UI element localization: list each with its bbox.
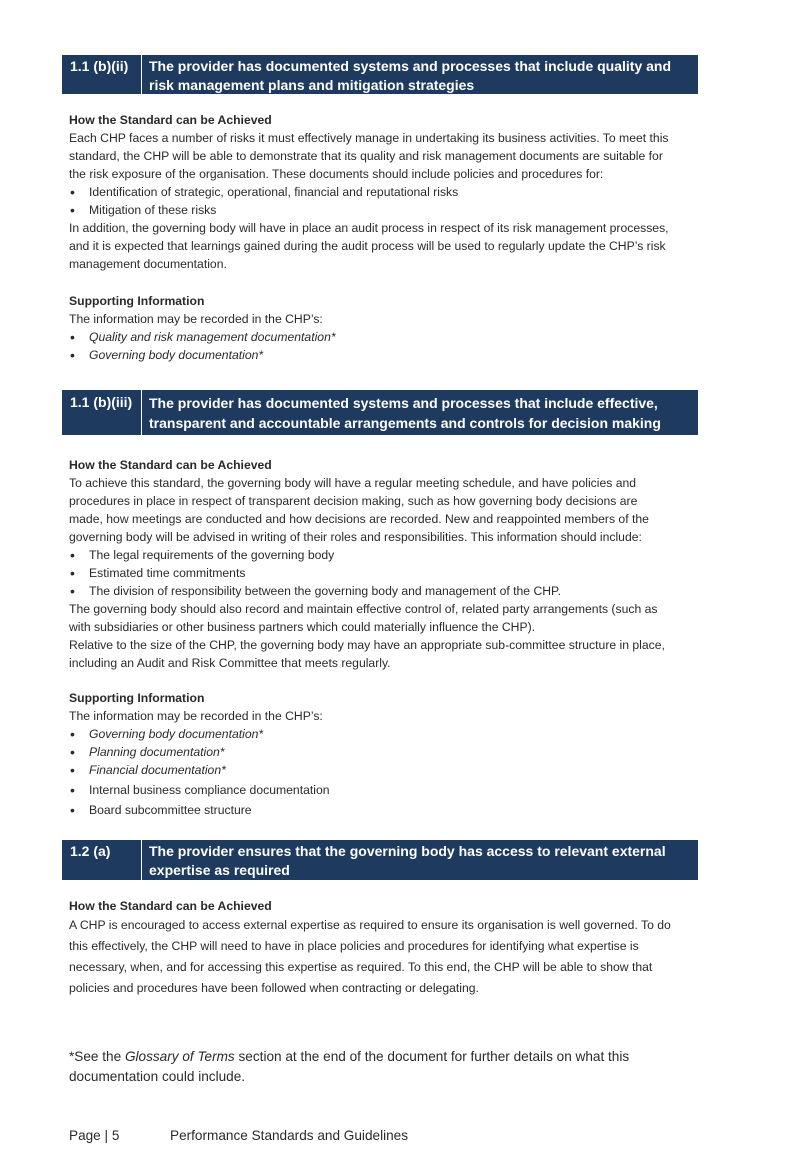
subheading: Supporting Information: [69, 691, 205, 705]
achieve-block: How the Standard can be Achieved To achieve this standard, the governing body will have a regular meeting schedule, and have policies and procedures in place in respect of transparent decision making, such as how governing body decisions are made, how meetings are conducted and how decisions are recorded. New and reappointed members of the governing body will be advised in writing of their roles and responsibilities. This information should include: • The legal requirements of the governing body • Estimated time commitments • The division of responsibility between the governing body and management of the CHP. The governing body should also record and maintain effective control of, related party arrangements (such as with subsidiaries or other business partners which could materially influence the CHP). Relative to the size of the CHP, the governing body may have an appropriate sub-committee structure in place, including an Audit and Risk Committee that meets regularly.: [69, 456, 729, 672]
section-header: [62, 840, 698, 880]
list-item: • The division of responsibility between the governing body and management of the CHP.: [69, 582, 729, 600]
list-item: • Estimated time commitments: [69, 564, 729, 582]
list-item: • The legal requirements of the governing body: [69, 546, 729, 564]
bullet-list: [69, 328, 729, 364]
section-title: The provider ensures that the governing body has access to relevant external expertise as required: [149, 843, 666, 878]
list-item: • Identification of strategic, operational, financial and reputational risks: [69, 183, 729, 201]
subheading: How the Standard can be Achieved: [69, 899, 272, 913]
page-footer: [69, 1127, 408, 1145]
section-header: [62, 390, 698, 435]
list-item: • Governing body documentation*: [69, 346, 729, 364]
support-block: Supporting Information The information may be recorded in the CHP’s: • Quality and risk management documentation* • Governing body documentation*: [69, 292, 729, 364]
achieve-block: How the Standard can be Achieved Each CHP faces a number of risks it must effectively manage in undertaking its business activities. To meet this standard, the CHP will be able to demonstrate that its quality and risk management documents are suitable for the risk exposure of the organisation. These documents should include policies and procedures for: • Identification of strategic, operational, financial and reputational risks • Mitigation of these risks In addition, the governing body will have in place an audit process in respect of its risk management processes, and it is expected that learnings gained during the audit process will be used to regularly update the CHP’s risk management documentation.: [69, 111, 729, 273]
list-item: • Mitigation of these risks: [69, 201, 729, 219]
bullet-list: [69, 183, 729, 219]
document-title: Performance Standards and Guidelines: [170, 1128, 409, 1143]
bullet-list: [69, 725, 729, 819]
list-item: • Internal business compliance documentation: [69, 781, 729, 799]
footnote: *See the Glossary of Terms section at the end of the document for further details on what this documentation could include.: [69, 1049, 630, 1084]
subheading: How the Standard can be Achieved: [69, 458, 272, 472]
list-item: • Governing body documentation*: [69, 725, 729, 743]
section-title: The provider has documented systems and processes that include quality and risk management plans and mitigation strategies: [149, 58, 672, 93]
glossary-reference: Glossary of Terms: [124, 1049, 235, 1064]
section-title: The provider has documented systems and processes that include effective, transparent and accountable arrangements and controls for decision making: [149, 395, 661, 431]
list-item: • Financial documentation*: [69, 761, 729, 779]
support-block: Supporting Information The information may be recorded in the CHP’s: • Governing body documentation* • Planning documentation* • Financial documentation* • Internal business compliance documentation • Board subcommittee structure: [69, 689, 729, 819]
list-item: • Board subcommittee structure: [69, 801, 729, 819]
section-number: 1.1 (b)(ii): [62, 55, 142, 94]
list-item: • Quality and risk management documentation*: [69, 328, 729, 346]
achieve-block: How the Standard can be Achieved A CHP is encouraged to access external expertise as required to ensure its organisation is well governed. To do this effectively, the CHP will need to have in place policies and procedures for identifying what expertise is necessary, when, and for accessing this expertise as required. To this end, the CHP will be able to show that policies and procedures have been followed when contracting or delegating.: [69, 897, 729, 999]
bullet-list: [69, 546, 729, 600]
list-item: • Planning documentation*: [69, 743, 729, 761]
subheading: How the Standard can be Achieved: [69, 113, 272, 127]
section-number: 1.2 (a): [62, 840, 142, 880]
subheading: Supporting Information: [69, 294, 205, 308]
section-number: 1.1 (b)(iii): [62, 390, 142, 435]
section-header: [62, 55, 698, 94]
page-number: Page | 5: [69, 1128, 120, 1143]
